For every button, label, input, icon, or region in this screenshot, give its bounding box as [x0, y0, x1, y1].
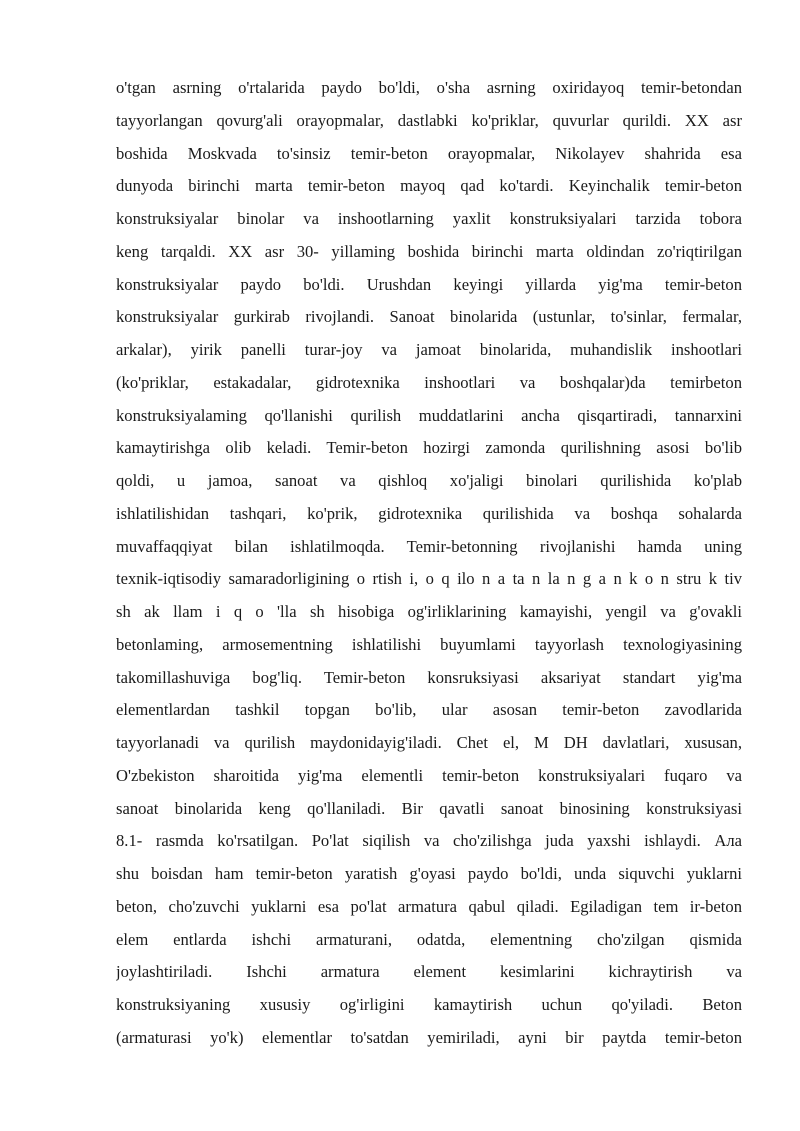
text-line: sanoat binolarida keng qo'llaniladi. Bir qavatli sanoat binosining konstruksiyasi: [116, 798, 742, 818]
text-line: konstruksiyalar binolar va inshootlarning yaxlit konstruksiyalari tarzida tobora: [116, 209, 742, 228]
text-line: o'tgan asrning o'rtalarida paydo bo'ldi, o'sha asrning oxiridayoq temir-betondan: [116, 78, 742, 97]
body-text: [116, 72, 742, 1055]
text-line: kamaytirishga olib keladi. Temir-beton hozirgi zamonda qurilishning asosi bo'lib: [116, 438, 742, 458]
text-line: ishlatilishidan tashqari, ko'prik, gidrotexnika qurilishida va boshqa sohalarda: [116, 503, 742, 523]
text-line: tayyorlangan qovurg'ali orayopmalar, dastlabki ko'priklar, quvurlar qurildi. XX asr: [116, 110, 742, 130]
text-line: elem entlarda ishchi armaturani, odatda, elementning cho'zilgan qismida: [116, 929, 742, 949]
text-line: sh ak llam i q o 'lla sh hisobiga og'irliklarining kamayishi, yengil va g'ovakli: [116, 602, 742, 621]
text-line: joylashtiriladi. Ishchi armatura element kesimlarini kichraytirish va: [116, 962, 742, 982]
text-line: (armaturasi yo'k) elementlar to'satdan yemiriladi, ayni bir paytda temir-beton: [116, 1027, 742, 1047]
text-line: tayyorlanadi va qurilish maydonidayig'iladi. Chet el, M DH davlatlari, xususan,: [116, 733, 742, 752]
text-line: qoldi, u jamoa, sanoat va qishloq xo'jaligi binolari qurilishida ko'plab: [116, 471, 742, 490]
text-line: konstruksiyaning xususiy og'irligini kamaytirish uchun qo'yiladi. Beton: [116, 995, 742, 1014]
text-line: (ko'priklar, estakadalar, gidrotexnika inshootlari va boshqalar)da temirbeton: [116, 372, 742, 392]
text-line: beton, cho'zuvchi yuklarni esa po'lat armatura qabul qiladi. Egiladigan tem ir-beton: [116, 896, 742, 916]
text-line: takomillashuviga bog'liq. Temir-beton konsruksiyasi aksariyat standart yig'ma: [116, 667, 742, 687]
text-line: konstruksiyalar paydo bo'ldi. Urushdan keyingi yillarda yig'ma temir-beton: [116, 274, 742, 294]
text-line: texnik-iqtisodiy samaradorligining o rtish i, o q ilo n a ta n la n g a n k o n stru k tiv: [116, 569, 742, 589]
text-line: konstruksiyalar gurkirab rivojlandi. Sanoat binolarida (ustunlar, to'sinlar, fermalar,: [116, 307, 742, 327]
text-line: shu boisdan ham temir-beton yaratish g'oyasi paydo bo'ldi, unda siquvchi yuklarni: [116, 864, 742, 883]
text-line: boshida Moskvada to'sinsiz temir-beton orayopmalar, Nikolayev shahrida esa: [116, 143, 742, 163]
text-line: arkalar), yirik panelli turar-joy va jamoat binolarida, muhandislik inshootlari: [116, 340, 742, 359]
text-line: muvaffaqqiyat bilan ishlatilmoqda. Temir-betonning rivojlanishi hamda uning: [116, 536, 742, 556]
text-line: keng tarqaldi. XX asr 30- yillaming boshida birinchi marta oldindan zo'riqtirilgan: [116, 241, 742, 261]
text-line: betonlaming, armosementning ishlatilishi buyumlami tayyorlash texnologiyasining: [116, 634, 742, 654]
text-line: O'zbekiston sharoitida yig'ma elementli temir-beton konstruksiyalari fuqaro va: [116, 765, 742, 785]
text-line: 8.1- rasmda ko'rsatilgan. Po'lat siqilish va cho'zilishga juda yaxshi ishlaydi. Ала: [116, 831, 742, 851]
text-line: dunyoda birinchi marta temir-beton mayoq qad ko'tardi. Keyinchalik temir-beton: [116, 176, 742, 196]
text-line: elementlardan tashkil topgan bo'lib, ular asosan temir-beton zavodlarida: [116, 700, 742, 720]
text-line: konstruksiyalaming qo'llanishi qurilish muddatlarini ancha qisqartiradi, tannarxini: [116, 405, 742, 425]
